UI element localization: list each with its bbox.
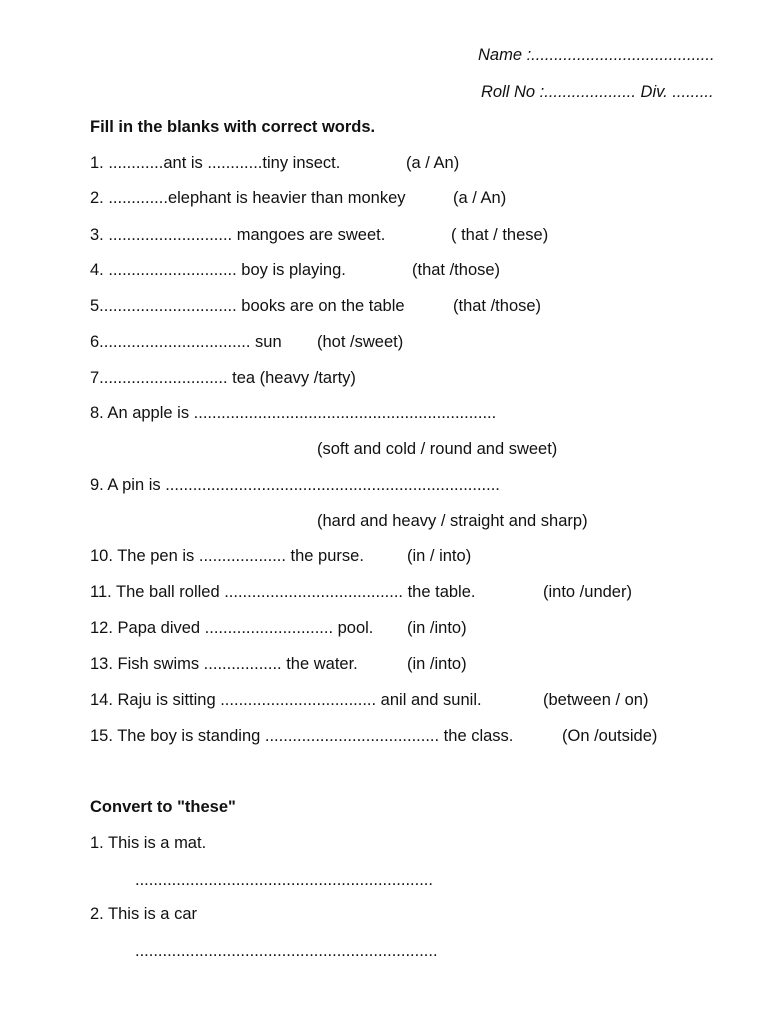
question-7: 7............................ tea (heavy /tarty)	[90, 369, 356, 387]
roll-div-field[interactable]: Roll No :.................... Div. .........	[481, 83, 714, 101]
question-8: 8. An apple is ..................................................................	[90, 404, 497, 422]
question-12-hint: (in /into)	[407, 619, 467, 637]
question-13-hint: (in /into)	[407, 655, 467, 673]
question-14: 14. Raju is sitting .................................. anil and sunil.	[90, 691, 482, 709]
question-10: 10. The pen is ................... the purse.	[90, 547, 364, 565]
question-11: 11. The ball rolled ....................................... the table.	[90, 583, 476, 601]
section2-title: Convert to "these"	[90, 798, 236, 816]
question-1-hint: (a / An)	[406, 154, 460, 172]
question-9: 9. A pin is .........................................................................	[90, 476, 500, 494]
convert-question-1: 1. This is a mat.	[90, 834, 207, 852]
question-2-hint: (a / An)	[453, 189, 507, 207]
question-5-hint: (that /those)	[453, 297, 542, 315]
question-6: 6................................. sun	[90, 333, 282, 351]
question-15-hint: (On /outside)	[562, 727, 658, 745]
question-11-hint: (into /under)	[543, 583, 632, 601]
question-5: 5.............................. books are on the table	[90, 297, 405, 315]
question-15: 15. The boy is standing ...................................... the class.	[90, 727, 514, 745]
convert-answer-1[interactable]: .................................................................	[135, 871, 433, 889]
question-6-hint: (hot /sweet)	[317, 333, 404, 351]
question-1: 1. ............ant is ............tiny insect.	[90, 154, 341, 172]
question-9-hint: (hard and heavy / straight and sharp)	[317, 512, 588, 530]
question-3-hint: ( that / these)	[451, 226, 549, 244]
question-12: 12. Papa dived ............................ pool.	[90, 619, 374, 637]
question-2: 2. .............elephant is heavier than monkey	[90, 189, 406, 207]
question-14-hint: (between / on)	[543, 691, 649, 709]
question-3: 3. ........................... mangoes are sweet.	[90, 226, 386, 244]
section1-title: Fill in the blanks with correct words.	[90, 118, 376, 136]
question-10-hint: (in / into)	[407, 547, 472, 565]
question-4: 4. ............................ boy is playing.	[90, 261, 346, 279]
question-13: 13. Fish swims ................. the water.	[90, 655, 358, 673]
question-4-hint: (that /those)	[412, 261, 501, 279]
convert-question-2: 2. This is a car	[90, 905, 197, 923]
name-field[interactable]: Name :........................................	[478, 46, 715, 64]
convert-answer-2[interactable]: ..................................................................	[135, 942, 438, 960]
question-8-hint: (soft and cold / round and sweet)	[317, 440, 558, 458]
